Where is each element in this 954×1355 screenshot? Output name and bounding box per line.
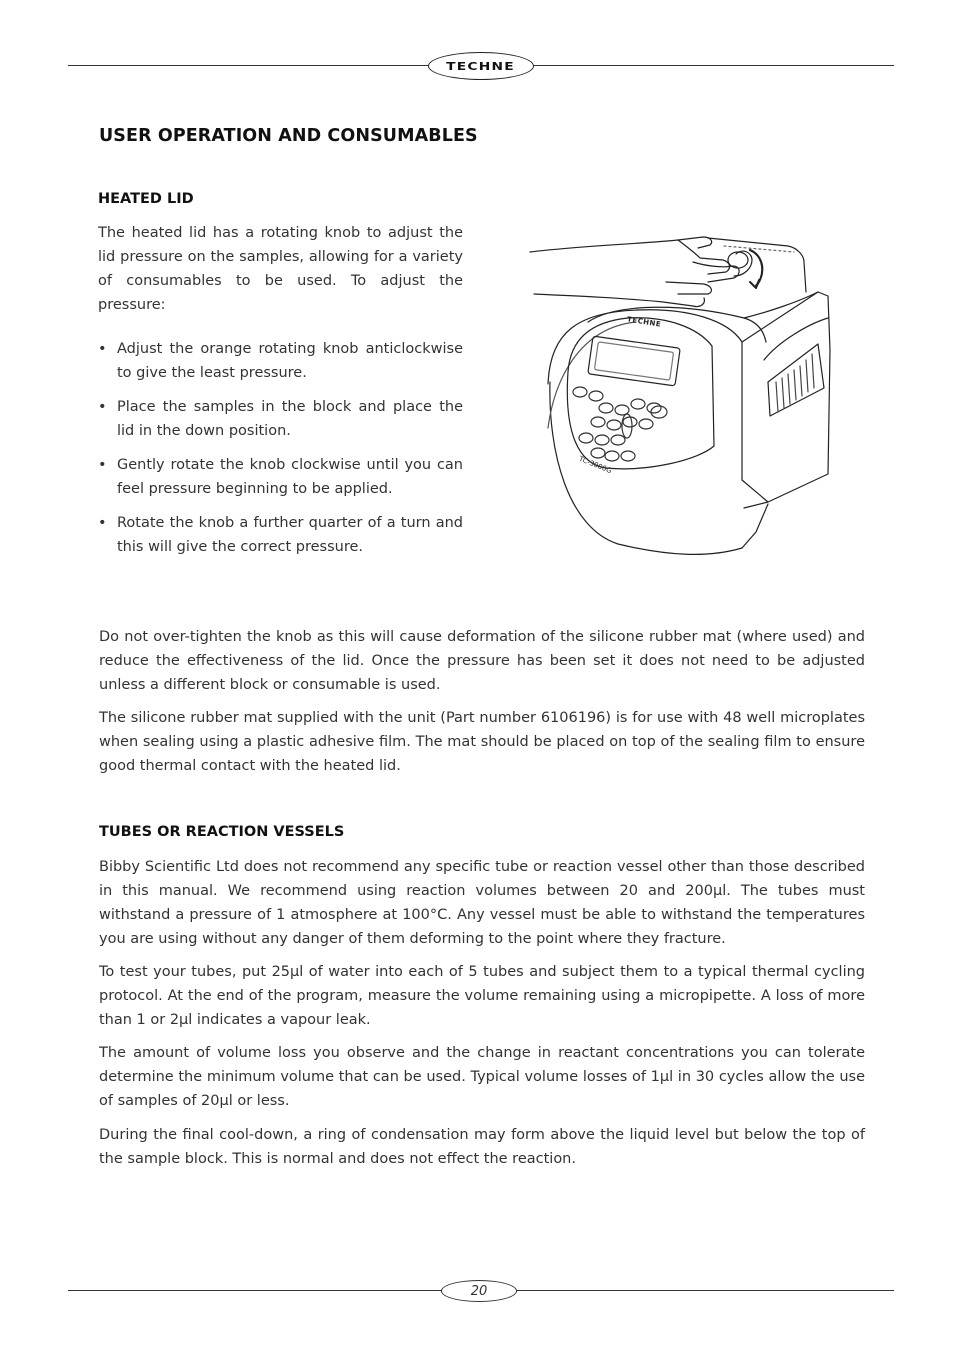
tubes-paragraph: The amount of volume loss you observe and the change in reactant concentrations you can tolerate determine the minimum volume that can be used. Typical volume losses of 1µl in 30 cycles allow the use of samples of 20µl or less. <box>99 1045 865 1109</box>
tubes-paragraph: During the final cool-down, a ring of condensation may form above the liquid level but below the top of the sample block. This is normal and does not effect the reaction. <box>99 1127 865 1167</box>
tubes-paragraph: Bibby Scientific Ltd does not recommend any specific tube or reaction vessel other than those described in this manual. We recommend using reaction volumes between 20 and 200µl. The tubes must withstand a pressure of 1 atmosphere at 100°C. Any vessel must be able to withstand the temperatures you are using without any danger of them deforming to the point where they fracture. <box>99 859 865 947</box>
illustration-brand-label: TECHNE <box>626 315 662 329</box>
header-rule-right <box>530 65 894 66</box>
illustration-model-label: TC-3000G <box>577 454 613 476</box>
techne-logo <box>428 52 534 80</box>
pressure-step: • Gently rotate the knob clockwise until you can feel pressure beginning to be applied. <box>98 453 463 501</box>
page-number: 20 <box>470 1283 488 1299</box>
page-number-badge <box>441 1280 517 1302</box>
heated-lid-heading: HEATED LID <box>98 191 194 207</box>
tubes-paragraph: To test your tubes, put 25µl of water into each of 5 tubes and subject them to a typical thermal cycling protocol. At the end of the program, measure the volume remaining using a micropipette. A loss of more than 1 or 2µl indicates a vapour leak. <box>99 964 865 1028</box>
pressure-step: • Adjust the orange rotating knob anticlockwise to give the least pressure. <box>98 337 463 385</box>
footer-rule-right <box>514 1290 894 1291</box>
overtighten-paragraph: Do not over-tighten the knob as this will cause deformation of the silicone rubber mat (where used) and reduce the effectiveness of the lid. Once the pressure has been set it does not need to be adjusted unless a different block or consumable is used. <box>99 629 865 693</box>
pressure-step: • Place the samples in the block and place the lid in the down position. <box>98 395 463 443</box>
pressure-step: • Rotate the knob a further quarter of a turn and this will give the correct pressure. <box>98 511 463 559</box>
heated-lid-intro: The heated lid has a rotating knob to adjust the lid pressure on the samples, allowing for a variety of consumables to be used. To adjust the pressure: <box>98 225 463 313</box>
thermal-cycler-illustration <box>528 232 840 562</box>
logo-text: TECHNE <box>446 59 516 73</box>
silicone-mat-paragraph: The silicone rubber mat supplied with the unit (Part number 6106196) is for use with 48 well microplates when sealing using a plastic adhesive film. The mat should be placed on top of the sealing film to ensure good thermal contact with the heated lid. <box>99 710 865 774</box>
header-rule-left <box>68 65 430 66</box>
tubes-heading: TUBES OR REACTION VESSELS <box>99 824 345 840</box>
pressure-steps-list <box>98 337 463 569</box>
section-title: USER OPERATION AND CONSUMABLES <box>99 126 478 146</box>
footer-rule-left <box>68 1290 442 1291</box>
